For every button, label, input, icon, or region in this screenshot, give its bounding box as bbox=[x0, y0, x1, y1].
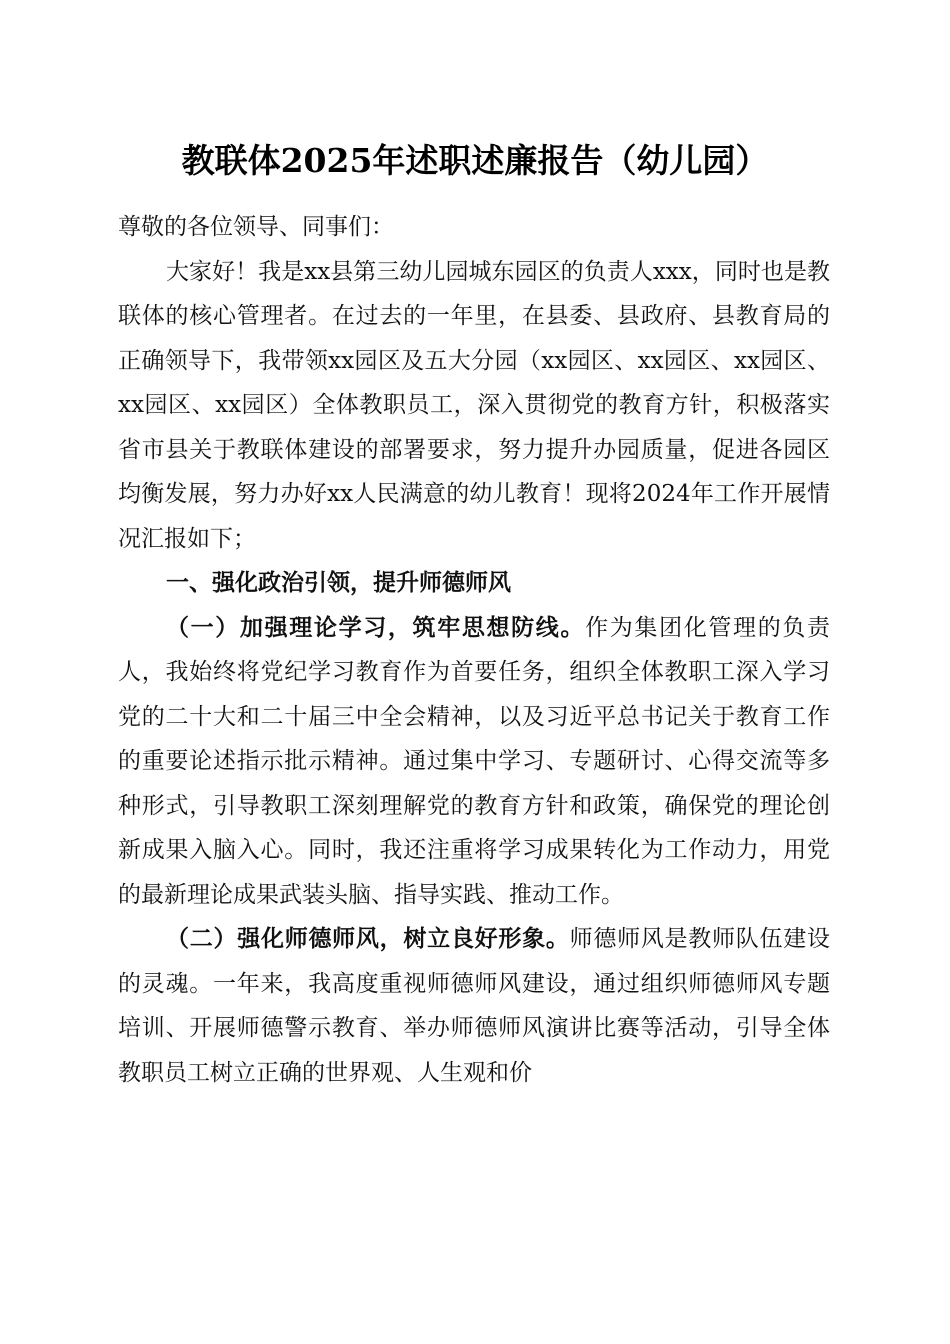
section-heading-1: 一、强化政治引领，提升师德师风 bbox=[166, 570, 511, 596]
document-body bbox=[118, 205, 830, 1095]
sub-body-2: 师德师风是教师队伍建设的灵魂。一年来，我高度重视师德师风建设，通过组织师德师风专题培训、开展师德警示教育、举办师德师风演讲比赛等活动，引导全体教职员工树立正确的世界观、人生观和价 bbox=[118, 926, 831, 1086]
intro-paragraph: 大家好！我是xx县第三幼儿园城东园区的负责人xxx，同时也是教联体的核心管理者。在过去的一年里，在县委、县政府、县教育局的正确领导下，我带领xx园区及五大分园（xx园区、xx园区、xx园区、xx园区、xx园区）全体教职员工，深入贯彻党的教育方针，积极落实省市县关于教联体建设的部署要求，努力提升办园质量，促进各园区均衡发展，努力办好xx人民满意的幼儿教育！现将2024年工作开展情况汇报如下； bbox=[118, 258, 830, 552]
sub-body-1: 作为集团化管理的负责人，我始终将党纪学习教育作为首要任务，组织全体教职工深入学习党的二十大和二十届三中全会精神，以及习近平总书记关于教育工作的重要论述指示批示精神。通过集中学习、专题研讨、心得交流等多种形式，引导教职工深刻理解党的教育方针和政策，确保党的理论创新成果入脑入心。同时，我还注重将学习成果转化为工作动力，用党的最新理论成果武装头脑、指导实践、推动工作。 bbox=[118, 614, 831, 908]
sub-section-1 bbox=[118, 606, 830, 918]
sub-heading-2: （二）强化师德师风，树立良好形象。 bbox=[166, 925, 570, 952]
salutation: 尊敬的各位领导、同事们： bbox=[118, 214, 394, 240]
sub-heading-1: （一）加强理论学习，筑牢思想防线。 bbox=[166, 613, 586, 641]
document-title: 教联体2025年述职述廉报告（幼儿园） bbox=[181, 141, 769, 180]
sub-section-2 bbox=[118, 917, 830, 1095]
